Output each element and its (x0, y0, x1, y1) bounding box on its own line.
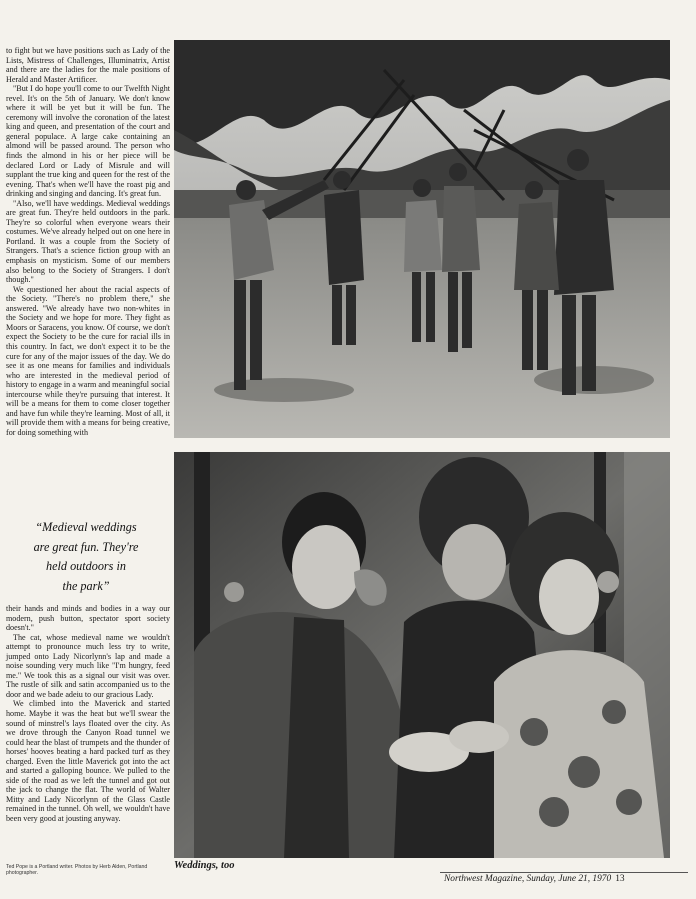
page-footer (444, 874, 684, 884)
pull-quote-line: “Medieval weddings (35, 520, 137, 534)
pull-quote-line: are great fun. They're (33, 539, 139, 554)
paragraph: "But I do hope you'll come to our Twelfth Night revel. It's on the 5th of January. We don't know where it will be yet but it will be fun. The ceremony will involve the coronation of the latest king and queen, and presentation of the court and general populace. A large cake containing an almond will be passed around. The person who finds the almond in his or her piece will be declared Lord or Lady of Misrule and will supplant the true king and queen for the rest of the evening. That's when we'll have the roast pig and drinking and singing and dancing. It's great fun. (6, 84, 170, 199)
paragraph: to fight but we have positions such as Lady of the Lists, Mistress of Challenges, Illuminatrix, Artist and there are the ladies for the male positions of Herald and Master Artificer. (6, 46, 170, 84)
article-column-bottom (6, 604, 170, 824)
pull-quote-line: held outdoors in (46, 559, 126, 573)
paragraph: We climbed into the Maverick and started home. Maybe it was the heat but we'll swear the sound of minstrel's lays floated over the city. As we drove through the Canyon Road tunnel we could hear the blast of trumpets and the thunder of horses' hooves beating a hard packed turf as they charged. Even the little Maverick got into the act and started a galloping bounce. We pulled to the side of the road as we left the tunnel and got out the jack to change the flat. The world of Walter Mitty and Lady Nicorlynn of the Glass Castle remained in the tunnel. Oh well, we wouldn't have been very good at jousting anyway. (6, 699, 170, 824)
photo-sword-arch-image (174, 40, 670, 438)
page-number: 13 (615, 874, 625, 884)
photo-credit: Ted Pope is a Portland writer. Photos by Herb Alden, Portland photographer. (6, 864, 148, 876)
photo-wedding-image (174, 452, 670, 858)
footer-rule (440, 872, 688, 873)
paragraph: The cat, whose medieval name we wouldn't attempt to pronounce much less try to write, jumped onto Lady Nicorlynn's lap and made a noise sounding very much like "I'm hungry, feed me." We took this as a signal our visit was over. The rustle of silk and satin accompanied us to the door and we bade adeiu to our gracious Lady. (6, 632, 170, 699)
pull-quote-line: the park” (62, 578, 110, 593)
publication-line: Northwest Magazine, Sunday, June 21, 1970 (444, 874, 612, 884)
photo-wedding (174, 452, 670, 858)
photo-sword-arch (174, 40, 670, 438)
article-column-top (6, 46, 170, 437)
pull-quote (8, 518, 164, 598)
photo-caption: Weddings, too (174, 860, 235, 871)
paragraph: their hands and minds and bodies in a way our modern, push button, spectator sport society doesn't." (6, 604, 170, 633)
paragraph: We questioned her about the racial aspects of the Society. "There's no problem there," she answered. "We already have two non-whites in the Society and we hope for more. They fight as Moors or Saracens, you know. Of course, we don't expect the Society to be the cure for racial ills in this country. In fact, we don't expect it to be the cure for any of the major issues of the day. We do see it as one means for families and individuals who are interested in the medieval period of history to engage in a warm and meaningful social intercourse while they're pursuing that interest. It will be a means for them to come closer together and have fun while they're learning. Most of all, it will provide them with a means for being creative, for doing something with (6, 284, 170, 437)
paragraph: "Also, we'll have weddings. Medieval weddings are great fun. They're held outdoors in the park. They're so colorful when everyone wears their costumes. We've already helped out on one here in Portland. It was a couple from the Society of Strangers. That's a science fiction group with an emphasis on mysticism. Some of our members also belong to the Society of Strangers. I don't though." (6, 198, 170, 285)
